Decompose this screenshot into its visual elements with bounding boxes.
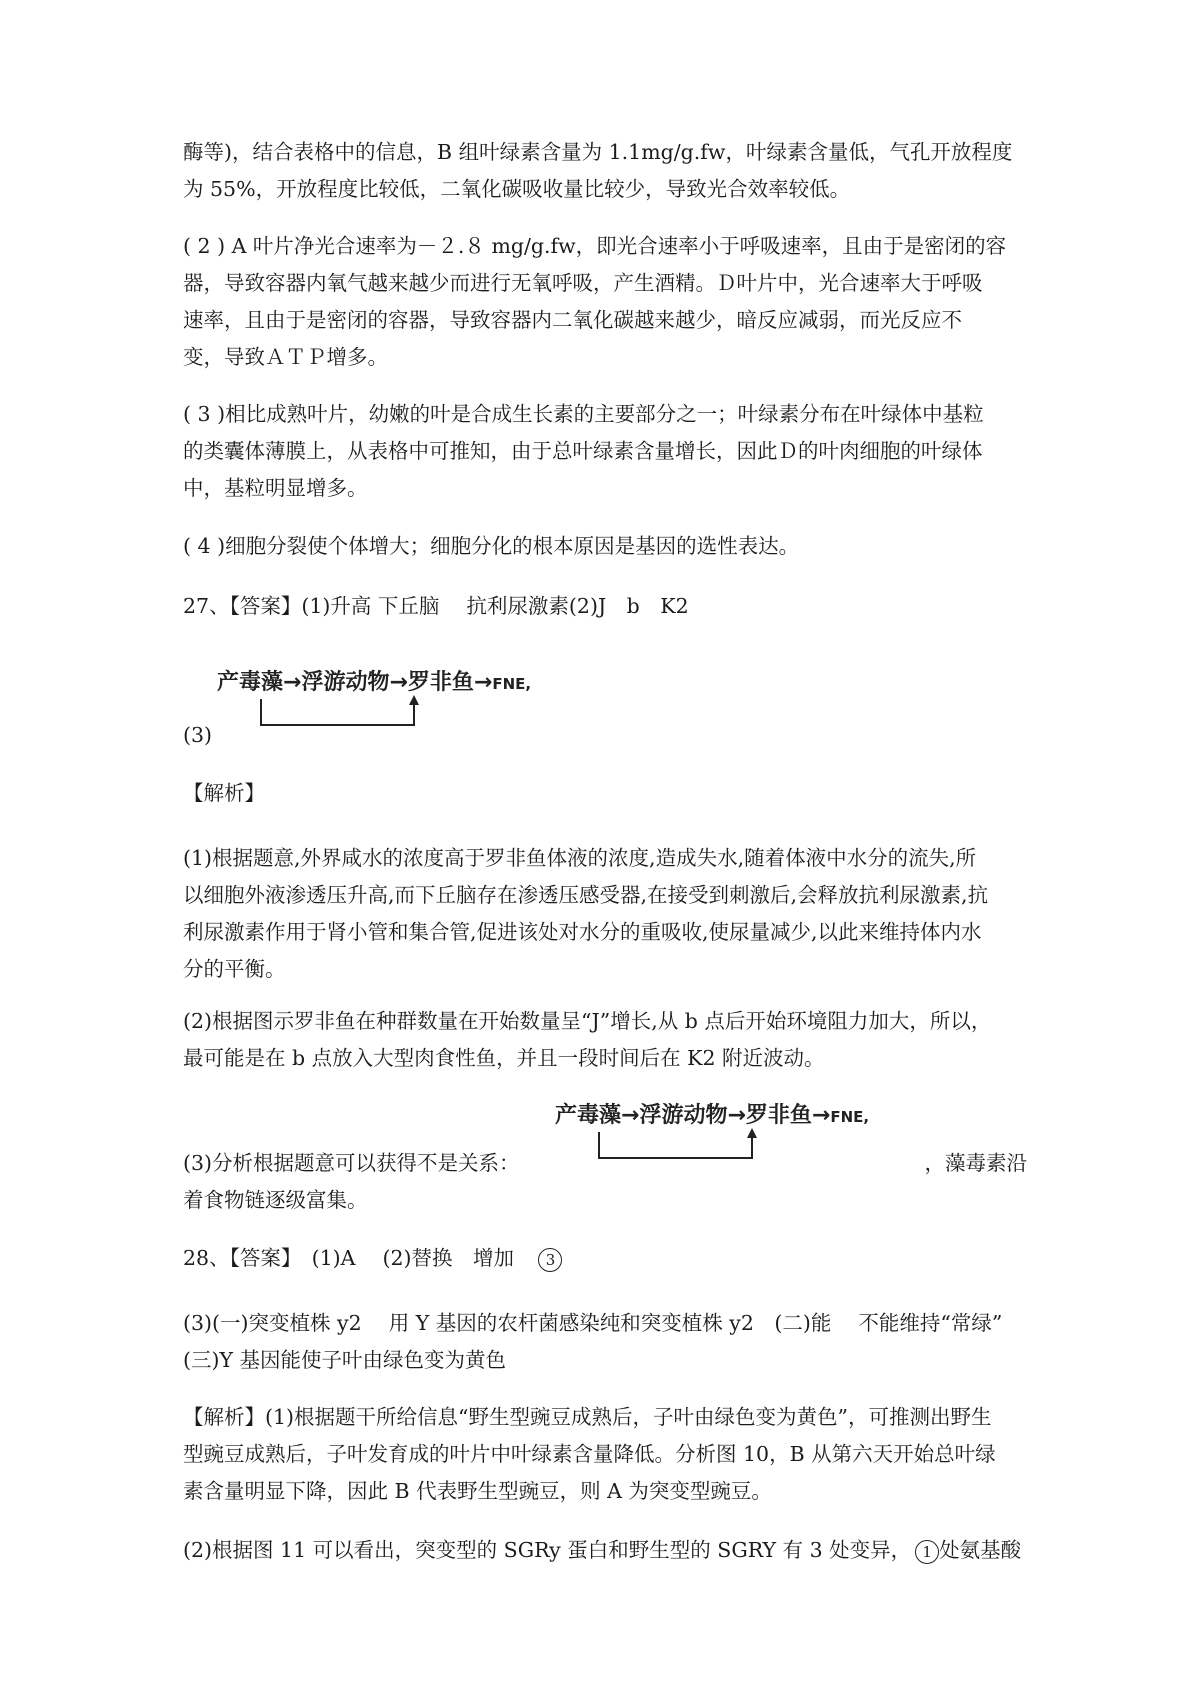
food-chain-node: 罗非鱼: [407, 670, 474, 695]
circled-number: 3: [538, 1248, 562, 1272]
arrow-icon: →: [621, 1103, 640, 1128]
food-chain-node: 产毒藻: [217, 670, 284, 695]
text-segment: (2)根据图 11 可以看出，突变型的 SGRy 蛋白和野生型的 SGRY 有 3 处变异，: [183, 1538, 912, 1562]
text-line: 着食物链逐级富集。: [183, 1188, 368, 1212]
food-chain-node: 浮游动物: [639, 1103, 728, 1128]
food-chain-node: 产毒藻: [555, 1103, 622, 1128]
arrow-icon: →: [473, 670, 493, 695]
food-chain-node: 浮游动物: [301, 670, 390, 695]
text-segment: 28、【答案】 (1)A (2)替换 增加: [183, 1246, 535, 1270]
question-27-answer: [183, 588, 1023, 625]
text-line: 素含量明显下降，因此 B 代表野生型豌豆，则 A 为突变型豌豆。: [183, 1479, 772, 1503]
text-line: (1)根据题意,外界咸水的浓度高于罗非鱼体液的浓度,造成失水,随着体液中水分的流失,所: [183, 846, 977, 870]
arrow-icon: →: [283, 670, 302, 695]
paragraph-leaf-analysis-1: [183, 134, 1023, 208]
food-chain-diagram: [217, 665, 537, 735]
food-chain-node: FNE,: [492, 675, 532, 693]
text-segment: (3)分析根据题意可以获得不是关系：: [183, 1151, 520, 1175]
text-line: (三)Y 基因能使子叶由绿色变为黄色: [183, 1348, 507, 1372]
arrow-icon: →: [811, 1103, 831, 1128]
text-line: (3): [183, 723, 213, 747]
text-line: 中，基粒明显增多。: [183, 476, 368, 500]
feedback-arrow-icon: [217, 665, 537, 735]
text-line: 为 55%，开放程度比较低，二氧化碳吸收量比较少，导致光合效率较低。: [183, 177, 851, 201]
text-line: [183, 1145, 1028, 1182]
paragraph-28-analysis-1: [183, 1399, 1023, 1510]
paragraph-28-analysis-2: [183, 1532, 1023, 1569]
question-27-part3-label: [183, 717, 243, 754]
text-line: 的类囊体薄膜上，从表格中可推知，由于总叶绿素含量增长，因此Ｄ的叶肉细胞的叶绿体: [183, 439, 983, 463]
text-line: (2)根据图示罗非鱼在种群数量在开始数量呈“J”增长,从 b 点后开始环境阻力加大，所以，: [183, 1009, 992, 1033]
question-28-answer: [183, 1240, 1023, 1277]
paragraph-27-analysis-1: [183, 840, 1023, 988]
paragraph-27-analysis-3: [183, 1145, 1028, 1219]
question-28-answer-part3: [183, 1305, 1023, 1379]
circled-number: 1: [915, 1540, 939, 1564]
paragraph-leaf-analysis-3: [183, 396, 1023, 507]
food-chain-node: 罗非鱼: [745, 1103, 812, 1128]
text-line: ( 4 )细胞分裂使个体增大；细胞分化的根本原因是基因的选性表达。: [183, 534, 800, 558]
text-line: 变，导致ＡＴＰ增多。: [183, 345, 388, 369]
analysis-heading: [183, 775, 1023, 812]
arrow-icon: →: [389, 670, 408, 695]
text-segment: ，藻毒素沿: [924, 1151, 1028, 1175]
text-line: [183, 1532, 1023, 1569]
text-line: ( 3 )相比成熟叶片，幼嫩的叶是合成生长素的主要部分之一；叶绿素分布在叶绿体中基粒: [183, 402, 984, 426]
text-line: 最可能是在 b 点放入大型肉食性鱼，并且一段时间后在 K2 附近波动。: [183, 1046, 825, 1070]
text-line: 利尿激素作用于肾小管和集合管,促进该处对水分的重吸收,使尿量减少,以此来维持体内水: [183, 920, 982, 944]
analysis-label: 【解析】: [183, 781, 265, 805]
text-line: 速率，且由于是密闭的容器，导致容器内二氧化碳越来越少，暗反应减弱，而光反应不: [183, 308, 962, 332]
paragraph-leaf-analysis-4: [183, 528, 1023, 565]
answer-line: [183, 1240, 1023, 1277]
text-line: 型豌豆成熟后，子叶发育成的叶片中叶绿素含量降低。分析图 10，B 从第六天开始总叶绿: [183, 1442, 996, 1466]
text-line: 【解析】(1)根据题干所给信息“野生型豌豆成熟后，子叶由绿色变为黄色”，可推测出野生: [183, 1405, 992, 1429]
text-line: 以细胞外液渗透压升高,而下丘脑存在渗透压感受器,在接受到刺激后,会释放抗利尿激素,抗: [183, 883, 989, 907]
arrow-icon: →: [727, 1103, 746, 1128]
text-segment: 处氨基酸: [939, 1538, 1022, 1562]
paragraph-27-analysis-2: [183, 1003, 1023, 1077]
text-line: 酶等)，结合表格中的信息，B 组叶绿素含量为 1.1mg/g.fw，叶绿素含量低，气孔开放程度: [183, 140, 1013, 164]
paragraph-leaf-analysis-2: [183, 228, 1023, 376]
text-line: ( 2 ) A 叶片净光合速率为－２.８ mg/g.fw，即光合速率小于呼吸速率，且由于是密闭的容: [183, 234, 1007, 258]
answer-line: 27、【答案】(1)升高 下丘脑 抗利尿激素(2)J b K2: [183, 594, 689, 618]
text-line: 器，导致容器内氧气越来越少而进行无氧呼吸，产生酒精。Ｄ叶片中，光合速率大于呼吸: [183, 271, 983, 295]
food-chain-node: FNE,: [830, 1108, 870, 1126]
text-line: (3)(一)突变植株 y2 用 Y 基因的农杆菌感染纯和突变植株 y2 (二)能 不能维持“常绿”: [183, 1311, 1003, 1335]
text-line: 分的平衡。: [183, 957, 286, 981]
